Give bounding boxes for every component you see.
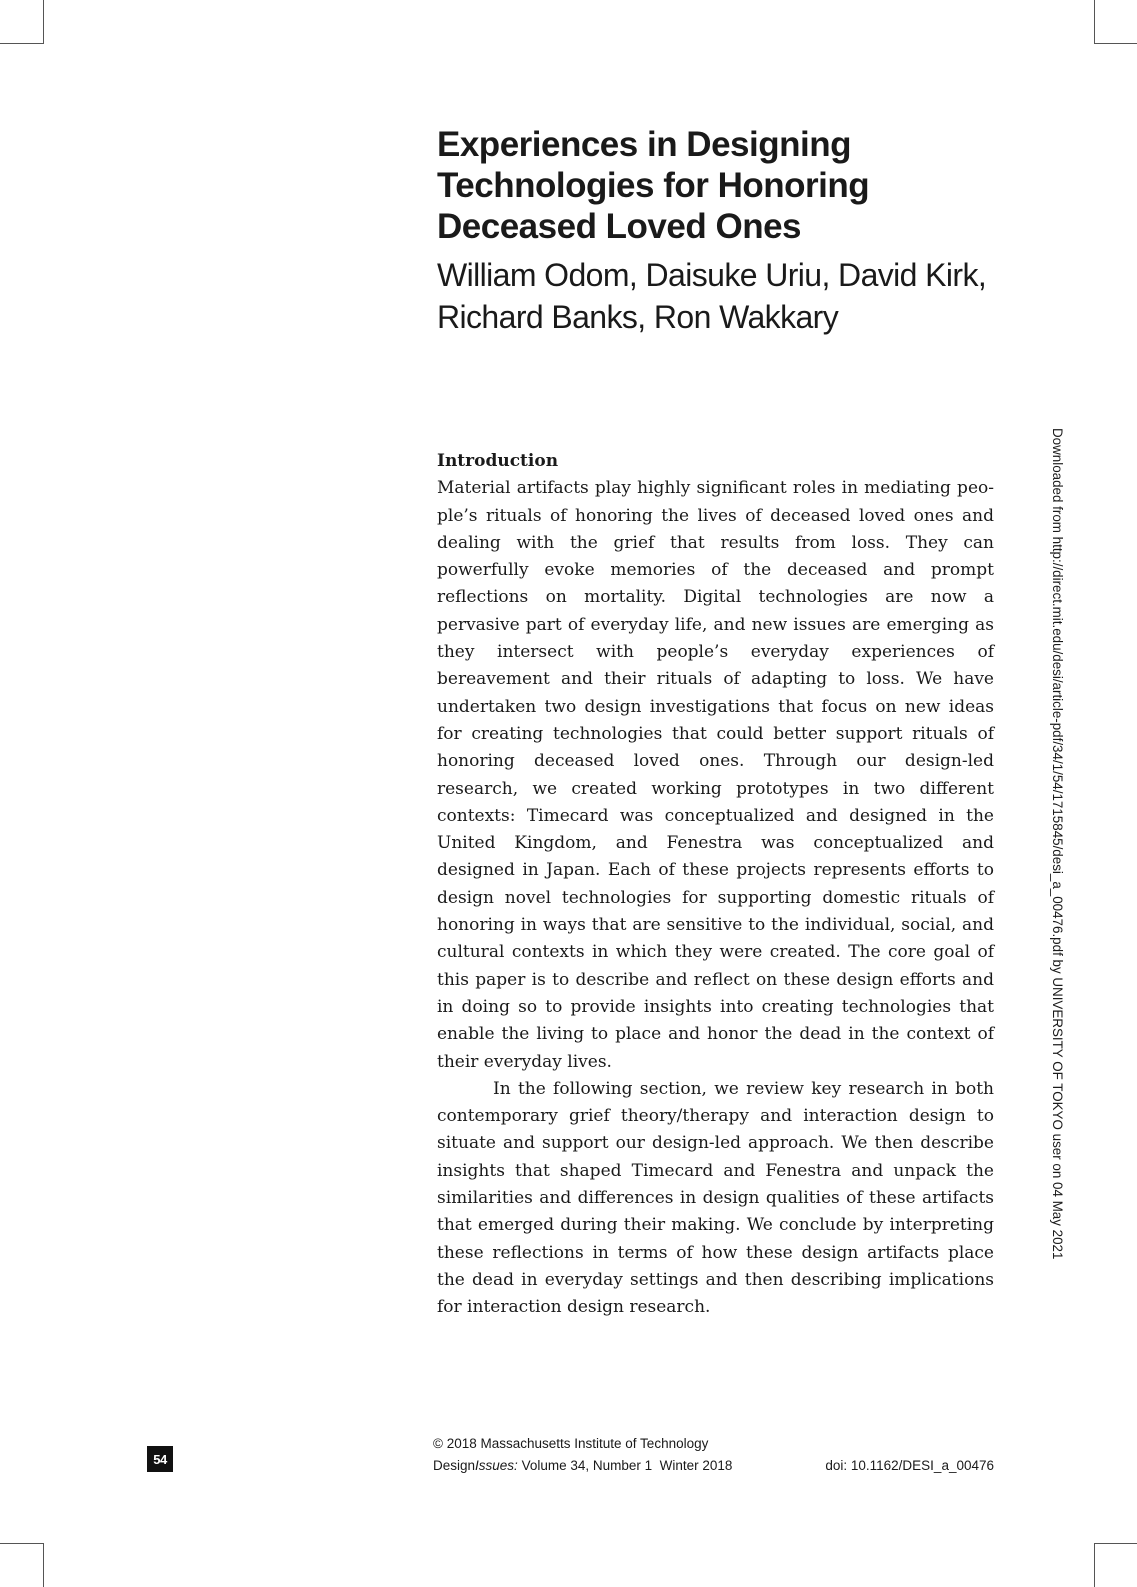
paragraph: In the following section, we review key research in both contemporary grief theory/therapy and interaction design to situate and support our design-led approach. We then describe insights that shaped Timecard and Fenestra and unpack the similarities and differences in design qualities of these artifacts that emerged during their making. We conclude by interpreting these reflections in terms of how these design artifacts place the dead in everyday settings and then describing implications for interaction design research. — [437, 1078, 994, 1318]
article-title — [437, 124, 1037, 247]
issue-info: Volume 34, Number 1 Winter 2018 — [517, 1458, 733, 1473]
author-line: William Odom, Daisuke Uriu, David Kirk, — [437, 257, 987, 293]
crop-mark — [43, 1543, 44, 1587]
crop-mark — [1094, 1543, 1095, 1587]
crop-mark — [0, 43, 44, 44]
doi-link[interactable]: doi: 10.1162/DESI_a_00476 — [825, 1458, 994, 1473]
crop-mark — [1094, 43, 1137, 44]
journal-name-prefix: Design — [433, 1458, 476, 1473]
title-line: Deceased Loved Ones — [437, 207, 801, 246]
section-heading: Introduction — [437, 451, 559, 471]
crop-mark — [1094, 1543, 1137, 1544]
body-text — [437, 448, 994, 1322]
article-authors — [437, 254, 1057, 338]
crop-mark — [1094, 0, 1095, 44]
page-number: 54 — [147, 1446, 173, 1472]
title-line: Technologies for Honoring — [437, 166, 870, 205]
journal-name-italic: Issues: — [475, 1458, 518, 1473]
title-line: Experiences in Designing — [437, 125, 851, 164]
journal-line — [433, 1455, 732, 1477]
crop-mark — [43, 0, 44, 44]
author-line: Richard Banks, Ron Wakkary — [437, 299, 839, 335]
download-notice: Downloaded from http://direct.mit.edu/desi/article-pdf/34/1/54/1715845/desi_a_00476.pdf by UNIVERSITY OF TOKYO user on 04 May 2021 — [1050, 428, 1065, 1260]
paragraph: Material artifacts play highly significant roles in mediating people’s rituals of honoring the lives of deceased loved ones and dealing with the grief that results from loss. They can powerfully evoke memories of the deceased and prompt reflections on mortality. Digital technologies are now a pervasive part of everyday life, and new issues are emerging as they intersect with people’s everyday experiences of bereavement and their rituals of adapting to loss. We have undertaken two design investigations that focus on new ideas for creating technologies that could better support rituals of honoring deceased loved ones. Through our design-led research, we created working prototypes in two different contexts: Timecard was conceptualized and designed in the United Kingdom, and Fenestra was conceptualized and designed in Japan. Each of these projects represents efforts to design novel technologies for supporting domestic rituals of honoring in ways that are sensitive to the individual, social, and cultural contexts in which they were created. The core goal of this paper is to describe and reflect on these design efforts and in doing so to provide insights into creating technologies that enable the living to place and honor the dead in the context of their everyday lives. — [437, 478, 994, 1072]
footer-credits — [433, 1433, 732, 1477]
copyright-line: © 2018 Massachusetts Institute of Technology — [433, 1436, 709, 1451]
crop-mark — [0, 1543, 44, 1544]
